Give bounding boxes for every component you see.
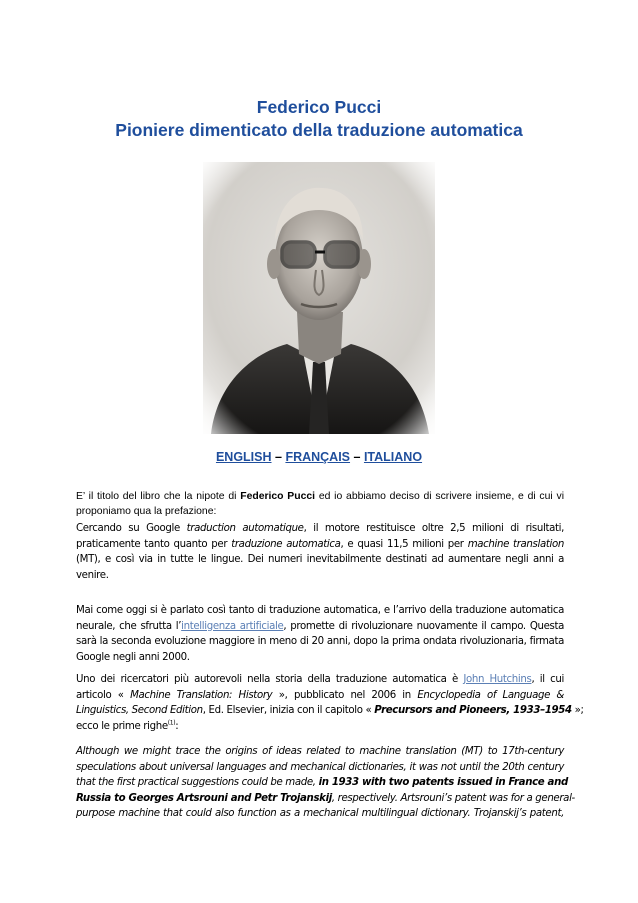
text: », pubblicato nel 2006 in [272, 689, 418, 701]
intro-text: E’ il titolo del libro che la nipote di [76, 491, 241, 502]
text: , il cui [531, 674, 565, 685]
text: articolo « [76, 689, 131, 701]
text: neurale, che sfrutta l’ [76, 620, 182, 632]
paragraph-line: sarà la seconda evoluzione maggiore in meno di 20 anni, dopo la prima ondata rivoluzionaria, firmata [76, 636, 564, 648]
language-separator: – [353, 450, 361, 464]
intro-paragraph [76, 489, 564, 519]
text: , il motore restituisce oltre 2,5 milioni di risultati, [303, 523, 564, 534]
text: »; [571, 705, 584, 717]
intro-line: proponiamo qua la prefazione: [76, 506, 217, 517]
text: : [175, 720, 179, 732]
quote-line [76, 791, 575, 807]
text: , respectively. Artsrouni’s patent was for a general- [331, 792, 575, 804]
text: Uno dei ricercatori più autorevoli nella storia della traduzione automatica è [76, 674, 464, 685]
quote-paragraph [76, 744, 575, 822]
language-link-english[interactable]: ENGLISH [215, 450, 272, 464]
intro-text: ed io abbiamo deciso di scrivere insieme, e di cui vi [315, 491, 565, 502]
quote-line: speculations about universal languages and mechanical dictionaries, it was not until the 20th century [76, 761, 564, 773]
paragraph-line [76, 521, 564, 537]
emphasis: traduction automatique [186, 523, 304, 534]
text: that the first practical suggestions could be made, [76, 777, 319, 789]
quote-line: Although we might trace the origins of ideas related to machine translation (MT) to 17th-century [76, 746, 564, 757]
quote-line: purpose machine that could also function as a mechanical multilingual dictionary. Trojanskij’s patent, [76, 808, 564, 820]
emphasis: Encyclopedia of Language & [417, 689, 565, 701]
text: , promette di rivoluzionare nuovamente il campo. Questa [283, 620, 565, 632]
paragraph-line: (MT), e così via in tutte le lingue. Dei numeri inevitabilmente destinati ad aumentare negli anni a [76, 554, 564, 566]
paragraph-line [76, 703, 584, 719]
text: , Ed. Elsevier, inizia con il capitolo « [202, 705, 375, 717]
language-link-italiano[interactable]: ITALIANO [363, 450, 423, 464]
text: Cercando su Google [76, 523, 187, 534]
language-separator: – [275, 450, 282, 464]
paragraph-line [76, 672, 564, 688]
paragraph-line [76, 537, 564, 553]
link-john-hutchins[interactable]: John Hutchins [463, 674, 532, 685]
quote-line [76, 775, 568, 791]
language-link-francais[interactable]: FRANÇAIS [285, 450, 351, 464]
paragraph-line: Google negli anni 2000. [76, 651, 190, 663]
emphasis: traduzione automatica [231, 538, 341, 550]
paragraph-hutchins [76, 672, 584, 734]
emphasis: Linguistics, Second Edition [76, 705, 203, 717]
text: praticamente tanto quanto per [76, 538, 232, 550]
page-subtitle: Pioniere dimenticato della traduzione automatica [115, 120, 523, 140]
intro-line [76, 489, 564, 504]
emphasis: Machine Translation: History [130, 689, 273, 701]
emphasis: in 1933 with two patents issued in France and [318, 777, 568, 789]
language-switcher [0, 450, 638, 464]
footnote-marker[interactable]: (1) [167, 719, 176, 727]
page-title: Federico Pucci [256, 97, 382, 117]
paragraph-line [76, 688, 564, 704]
link-intelligenza-artificiale[interactable]: intelligenza artificiale [181, 620, 284, 632]
chapter-title: Precursors and Pioneers, 1933–1954 [374, 705, 572, 717]
emphasis: machine translation [467, 538, 564, 550]
paragraph-neural-translation [76, 603, 564, 665]
author-name: Federico Pucci [240, 491, 316, 502]
portrait-image [203, 162, 435, 434]
portrait-photo [203, 162, 435, 434]
text: , e quasi 11,5 milioni per [340, 538, 468, 550]
paragraph-line: Mai come oggi si è parlato così tanto di traduzione automatica, e l’arrivo della traduzione automatica [76, 605, 564, 616]
text: ecco le prime righe [76, 720, 168, 732]
paragraph-google-search [76, 521, 564, 583]
paragraph-line [76, 719, 564, 735]
paragraph-line [76, 619, 564, 635]
paragraph-line: venire. [76, 569, 109, 581]
emphasis: Russia to Georges Artsrouni and Petr Trojanskij [76, 792, 332, 804]
